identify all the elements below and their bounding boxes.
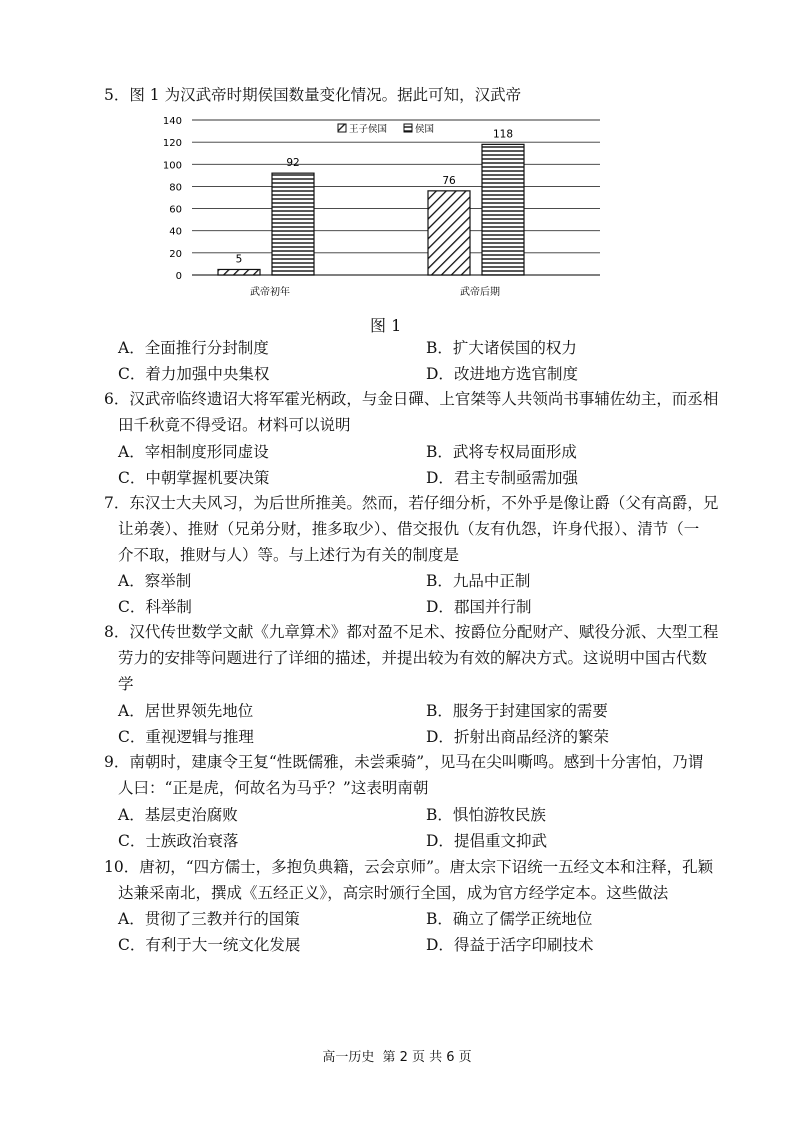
question-8-stem-line: 8．汉代传世数学文献《九章算术》都对盈不足术、按爵位分配财产、赋役分派、大型工程 [104, 623, 719, 641]
legend-swatch [404, 124, 412, 132]
option-label: D． [426, 598, 454, 616]
option-label: B． [426, 806, 453, 824]
option-text: 服务于封建国家的需要 [452, 702, 608, 720]
x-category-label: 武帝初年 [250, 287, 290, 298]
question-9-option-c [118, 830, 238, 852]
legend-label: 侯国 [415, 124, 435, 135]
option-label: D． [426, 469, 454, 487]
question-6-option-c [118, 467, 269, 489]
option-label: A． [118, 806, 145, 824]
option-label: C． [118, 469, 146, 487]
figure-caption: 图 1 [370, 316, 402, 335]
question-7-option-a [118, 570, 191, 592]
bar-houguo [482, 144, 524, 275]
option-text: 郡国并行制 [453, 598, 532, 616]
data-label: 92 [286, 157, 300, 170]
y-tick-label: 80 [169, 182, 182, 194]
page-footer [0, 1046, 794, 1065]
option-text: 提倡重文抑武 [453, 832, 547, 850]
question-10-stem-line: 10．唐初，“四方儒士，多抱负典籍，云会京师”。唐太宗下诏统一五经文本和注释，孔颖 [104, 858, 714, 876]
bar-wangzi-houguo [428, 191, 470, 275]
question-6-option-d [426, 467, 578, 489]
question-7-stem-line: 介不取，推财与人）等。与上述行为有关的制度是 [118, 546, 460, 564]
option-text: 得益于活字印刷技术 [453, 936, 594, 954]
question-10-option-b [426, 908, 592, 930]
y-tick-label: 120 [162, 138, 182, 150]
option-text: 贯彻了三教并行的国策 [144, 910, 300, 928]
option-text: 宰相制度形同虚设 [144, 443, 269, 461]
x-category-label: 武帝后期 [460, 287, 500, 298]
footer-page-number: 第 2 页 共 6 页 [382, 1050, 472, 1065]
option-text: 科举制 [145, 598, 192, 616]
option-text: 有利于大一统文化发展 [145, 936, 301, 954]
question-8-stem-line: 学 [118, 675, 134, 693]
option-label: D． [426, 936, 454, 954]
option-label: C． [118, 728, 146, 746]
option-label: A． [118, 443, 145, 461]
option-label: A． [118, 702, 145, 720]
question-7-stem-line: 让弟袭）、推财（兄弟分财，推多取少）、借交报仇（友有仇怨，许身代报）、清节（一 [118, 520, 700, 538]
data-label: 5 [235, 253, 243, 266]
option-text: 九品中正制 [452, 572, 531, 590]
question-7-option-d [426, 596, 531, 618]
question-8-stem-line: 劳力的安排等问题进行了详细的描述，并提出较为有效的解决方式。这说明中国古代数 [118, 649, 708, 667]
option-text: 着力加强中央集权 [145, 365, 270, 383]
option-text: 扩大诸侯国的权力 [452, 339, 577, 357]
option-text: 察举制 [144, 572, 192, 590]
bar-wangzi-houguo [218, 269, 260, 275]
data-label: 118 [492, 128, 514, 141]
question-7-option-b [426, 570, 530, 592]
option-label: A． [118, 910, 145, 928]
y-tick-label: 140 [162, 116, 182, 127]
question-8-option-a [118, 700, 253, 722]
question-8-option-c [118, 726, 254, 748]
option-text: 武将专权局面形成 [452, 443, 577, 461]
question-5-option-b [426, 337, 577, 359]
option-label: D． [426, 832, 454, 850]
option-text: 惧怕游牧民族 [452, 806, 546, 824]
option-text: 居世界领先地位 [144, 702, 254, 720]
bar-houguo [272, 173, 314, 275]
question-9-option-d [426, 830, 547, 852]
question-5-stem-line: 5．图 1 为汉武帝时期侯国数量变化情况。据此可知，汉武帝 [104, 86, 522, 104]
option-label: D． [426, 728, 454, 746]
option-text: 士族政治衰落 [145, 832, 239, 850]
option-text: 重视逻辑与推理 [145, 728, 254, 746]
option-text: 确立了儒学正统地位 [452, 910, 593, 928]
question-9-stem-line: 9．南朝时，建康令王复“性既儒雅，未尝乘骑”，见马在尖叫嘶鸣。感到十分害怕，乃谓 [104, 753, 704, 771]
option-label: D． [426, 365, 454, 383]
question-8-option-d [426, 726, 609, 748]
question-9-stem-line: 人曰：“正是虎，何故名为马乎？”这表明南朝 [118, 779, 429, 797]
question-5-option-c [118, 363, 269, 385]
option-text: 中朝掌握机要决策 [145, 469, 270, 487]
option-text: 全面推行分封制度 [144, 339, 269, 357]
legend-label: 王子侯国 [349, 124, 388, 135]
option-text: 君主专制亟需加强 [453, 469, 578, 487]
option-label: C． [118, 936, 146, 954]
bar-chart [160, 110, 610, 300]
option-label: B． [426, 702, 453, 720]
y-tick-label: 40 [169, 226, 182, 238]
question-10-option-d [426, 934, 593, 956]
option-label: C． [118, 598, 146, 616]
y-tick-label: 0 [175, 271, 182, 282]
data-label: 76 [442, 174, 456, 187]
option-text: 基层吏治腐败 [144, 806, 238, 824]
question-8-option-b [426, 700, 608, 722]
option-label: B． [426, 339, 453, 357]
question-7-stem-line: 7．东汉士大夫风习，为后世所推美。然而，若仔细分析，不外乎是像让爵（父有高爵，兄 [104, 494, 719, 512]
question-6-option-a [118, 441, 269, 463]
option-text: 改进地方选官制度 [453, 365, 578, 383]
footer-subject: 高一历史 [322, 1050, 375, 1065]
question-10-option-c [118, 934, 300, 956]
y-tick-label: 60 [169, 204, 182, 216]
question-6-stem-line: 6．汉武帝临终遗诏大将军霍光柄政，与金日磾、上官桀等人共领尚书事辅佐幼主，而丞相 [104, 390, 719, 408]
question-9-option-a [118, 804, 238, 826]
option-label: C． [118, 365, 146, 383]
option-label: B． [426, 443, 453, 461]
question-5-option-d [426, 363, 578, 385]
question-7-option-c [118, 596, 192, 618]
question-6-stem-line: 田千秋竟不得受诏。材料可以说明 [118, 416, 351, 434]
option-label: B． [426, 910, 453, 928]
option-label: C． [118, 832, 146, 850]
question-6-option-b [426, 441, 577, 463]
option-label: A． [118, 339, 145, 357]
question-5-option-a [118, 337, 269, 359]
option-text: 折射出商品经济的繁荣 [453, 728, 609, 746]
question-10-stem-line: 达兼采南北，撰成《五经正义》，高宗时颁行全国，成为官方经学定本。这些做法 [118, 884, 669, 902]
chart-legend [338, 124, 434, 135]
y-tick-label: 20 [169, 248, 182, 260]
option-label: B． [426, 572, 453, 590]
legend-swatch [338, 124, 346, 132]
y-tick-label: 100 [162, 160, 182, 172]
question-10-option-a [118, 908, 300, 930]
option-label: A． [118, 572, 145, 590]
question-9-option-b [426, 804, 546, 826]
